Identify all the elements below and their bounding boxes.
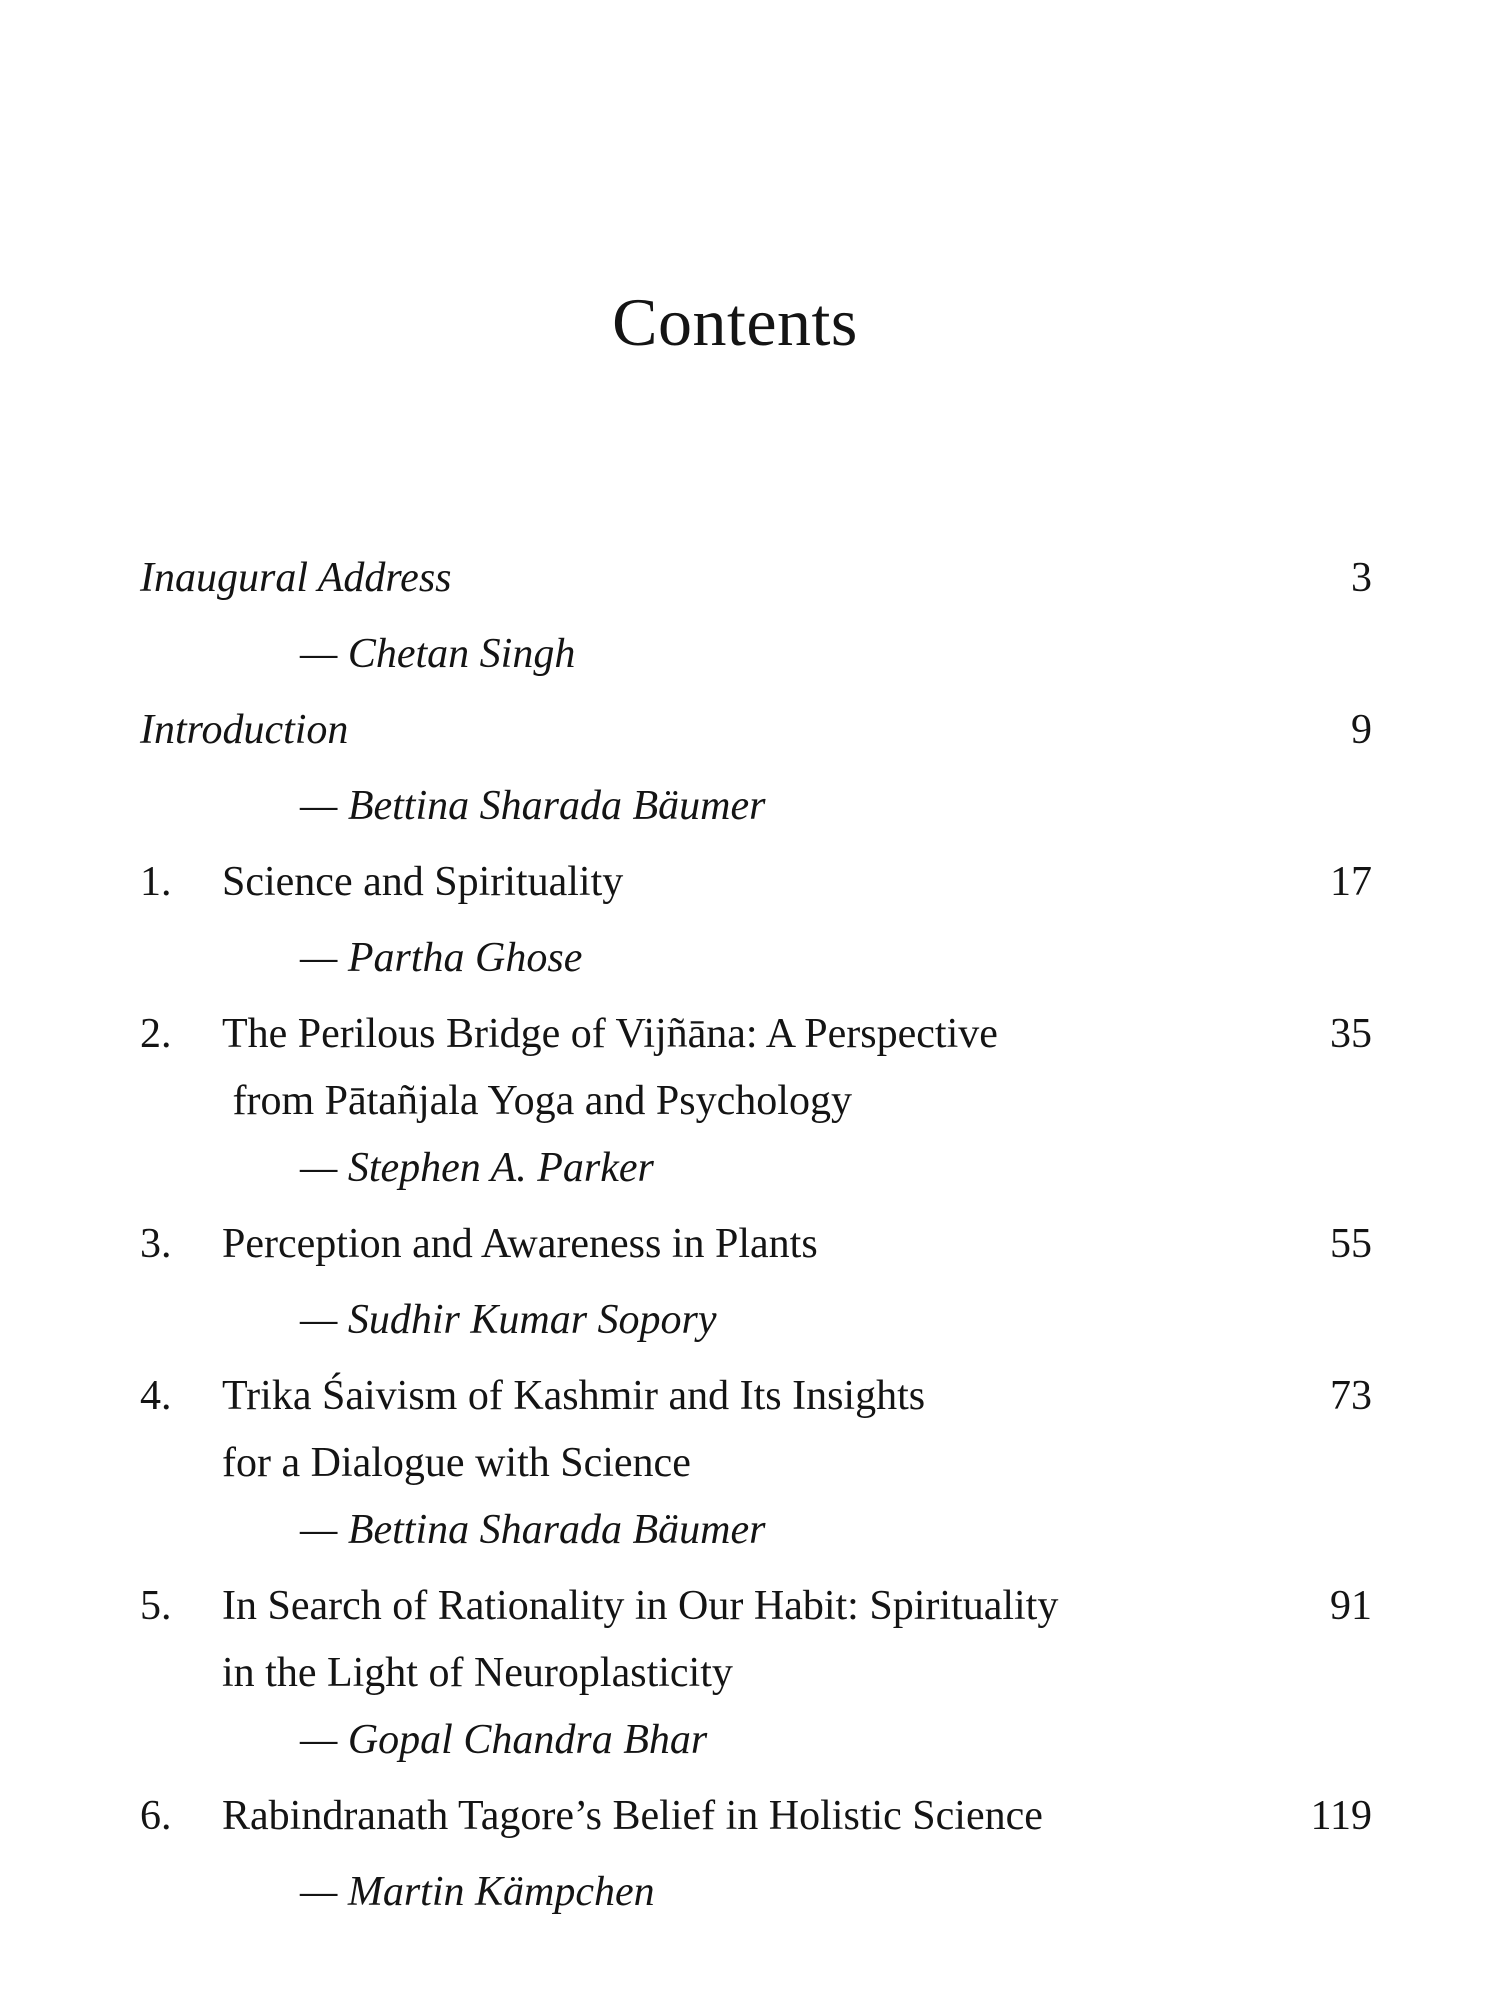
entry-number: 1.: [140, 859, 172, 905]
entry-title-line-2: for a Dialogue with Science: [222, 1440, 691, 1486]
entry-page-number: 73: [1330, 1373, 1372, 1419]
entry-number: 4.: [140, 1373, 172, 1419]
entry-title: Inaugural Address: [140, 555, 452, 601]
toc-entry-3[interactable]: [140, 1206, 1372, 1282]
toc-entry-introduction[interactable]: [140, 692, 1372, 768]
entry-page-number: 3: [1351, 555, 1372, 601]
entry-number: 2.: [140, 1011, 172, 1057]
entry-title-line-2: from Pātañjala Yoga and Psychology: [222, 1078, 852, 1124]
entry-page-number: 91: [1330, 1583, 1372, 1629]
entry-author: — Bettina Sharada Bäumer: [300, 783, 766, 829]
toc-entry-4[interactable]: [140, 1358, 1372, 1434]
toc-entry-5-continued: [140, 1644, 1372, 1702]
entry-title: Rabindranath Tagore’s Belief in Holistic Science: [222, 1793, 1043, 1839]
toc-entry-inaugural-address[interactable]: [140, 540, 1372, 616]
toc-entry-4-continued: [140, 1434, 1372, 1492]
entry-author: — Stephen A. Parker: [300, 1145, 654, 1191]
entry-page-number: 55: [1330, 1221, 1372, 1267]
entry-number: 5.: [140, 1583, 172, 1629]
entry-title: Science and Spirituality: [222, 859, 624, 905]
entry-author: — Martin Kämpchen: [300, 1869, 655, 1915]
entry-title: Introduction: [140, 707, 349, 753]
entry-number: 3.: [140, 1221, 172, 1267]
toc-entry-2[interactable]: [140, 996, 1372, 1072]
entry-page-number: 119: [1310, 1793, 1372, 1839]
toc-entry-5[interactable]: [140, 1568, 1372, 1644]
entry-author: — Sudhir Kumar Sopory: [300, 1297, 717, 1343]
entry-author: — Chetan Singh: [300, 631, 576, 677]
entry-page-number: 17: [1330, 859, 1372, 905]
entry-number: 6.: [140, 1793, 172, 1839]
entry-title: Perception and Awareness in Plants: [222, 1221, 818, 1267]
table-of-contents: [140, 540, 1372, 1930]
entry-title-line-1: The Perilous Bridge of Vijñāna: A Perspective: [222, 1011, 998, 1057]
entry-author: — Bettina Sharada Bäumer: [300, 1507, 766, 1553]
entry-author: — Gopal Chandra Bhar: [300, 1717, 708, 1763]
entry-page-number: 35: [1330, 1011, 1372, 1057]
entry-title-line-2: in the Light of Neuroplasticity: [222, 1650, 733, 1696]
toc-entry-6[interactable]: [140, 1778, 1372, 1854]
entry-title-line-1: Trika Śaivism of Kashmir and Its Insights: [222, 1373, 926, 1419]
toc-entry-2-continued: [140, 1072, 1372, 1130]
entry-title-line-1: In Search of Rationality in Our Habit: Spirituality: [222, 1583, 1059, 1629]
entry-author: — Partha Ghose: [300, 935, 583, 981]
toc-entry-1[interactable]: [140, 844, 1372, 920]
entry-page-number: 9: [1351, 707, 1372, 753]
page-title: Contents: [612, 284, 858, 360]
